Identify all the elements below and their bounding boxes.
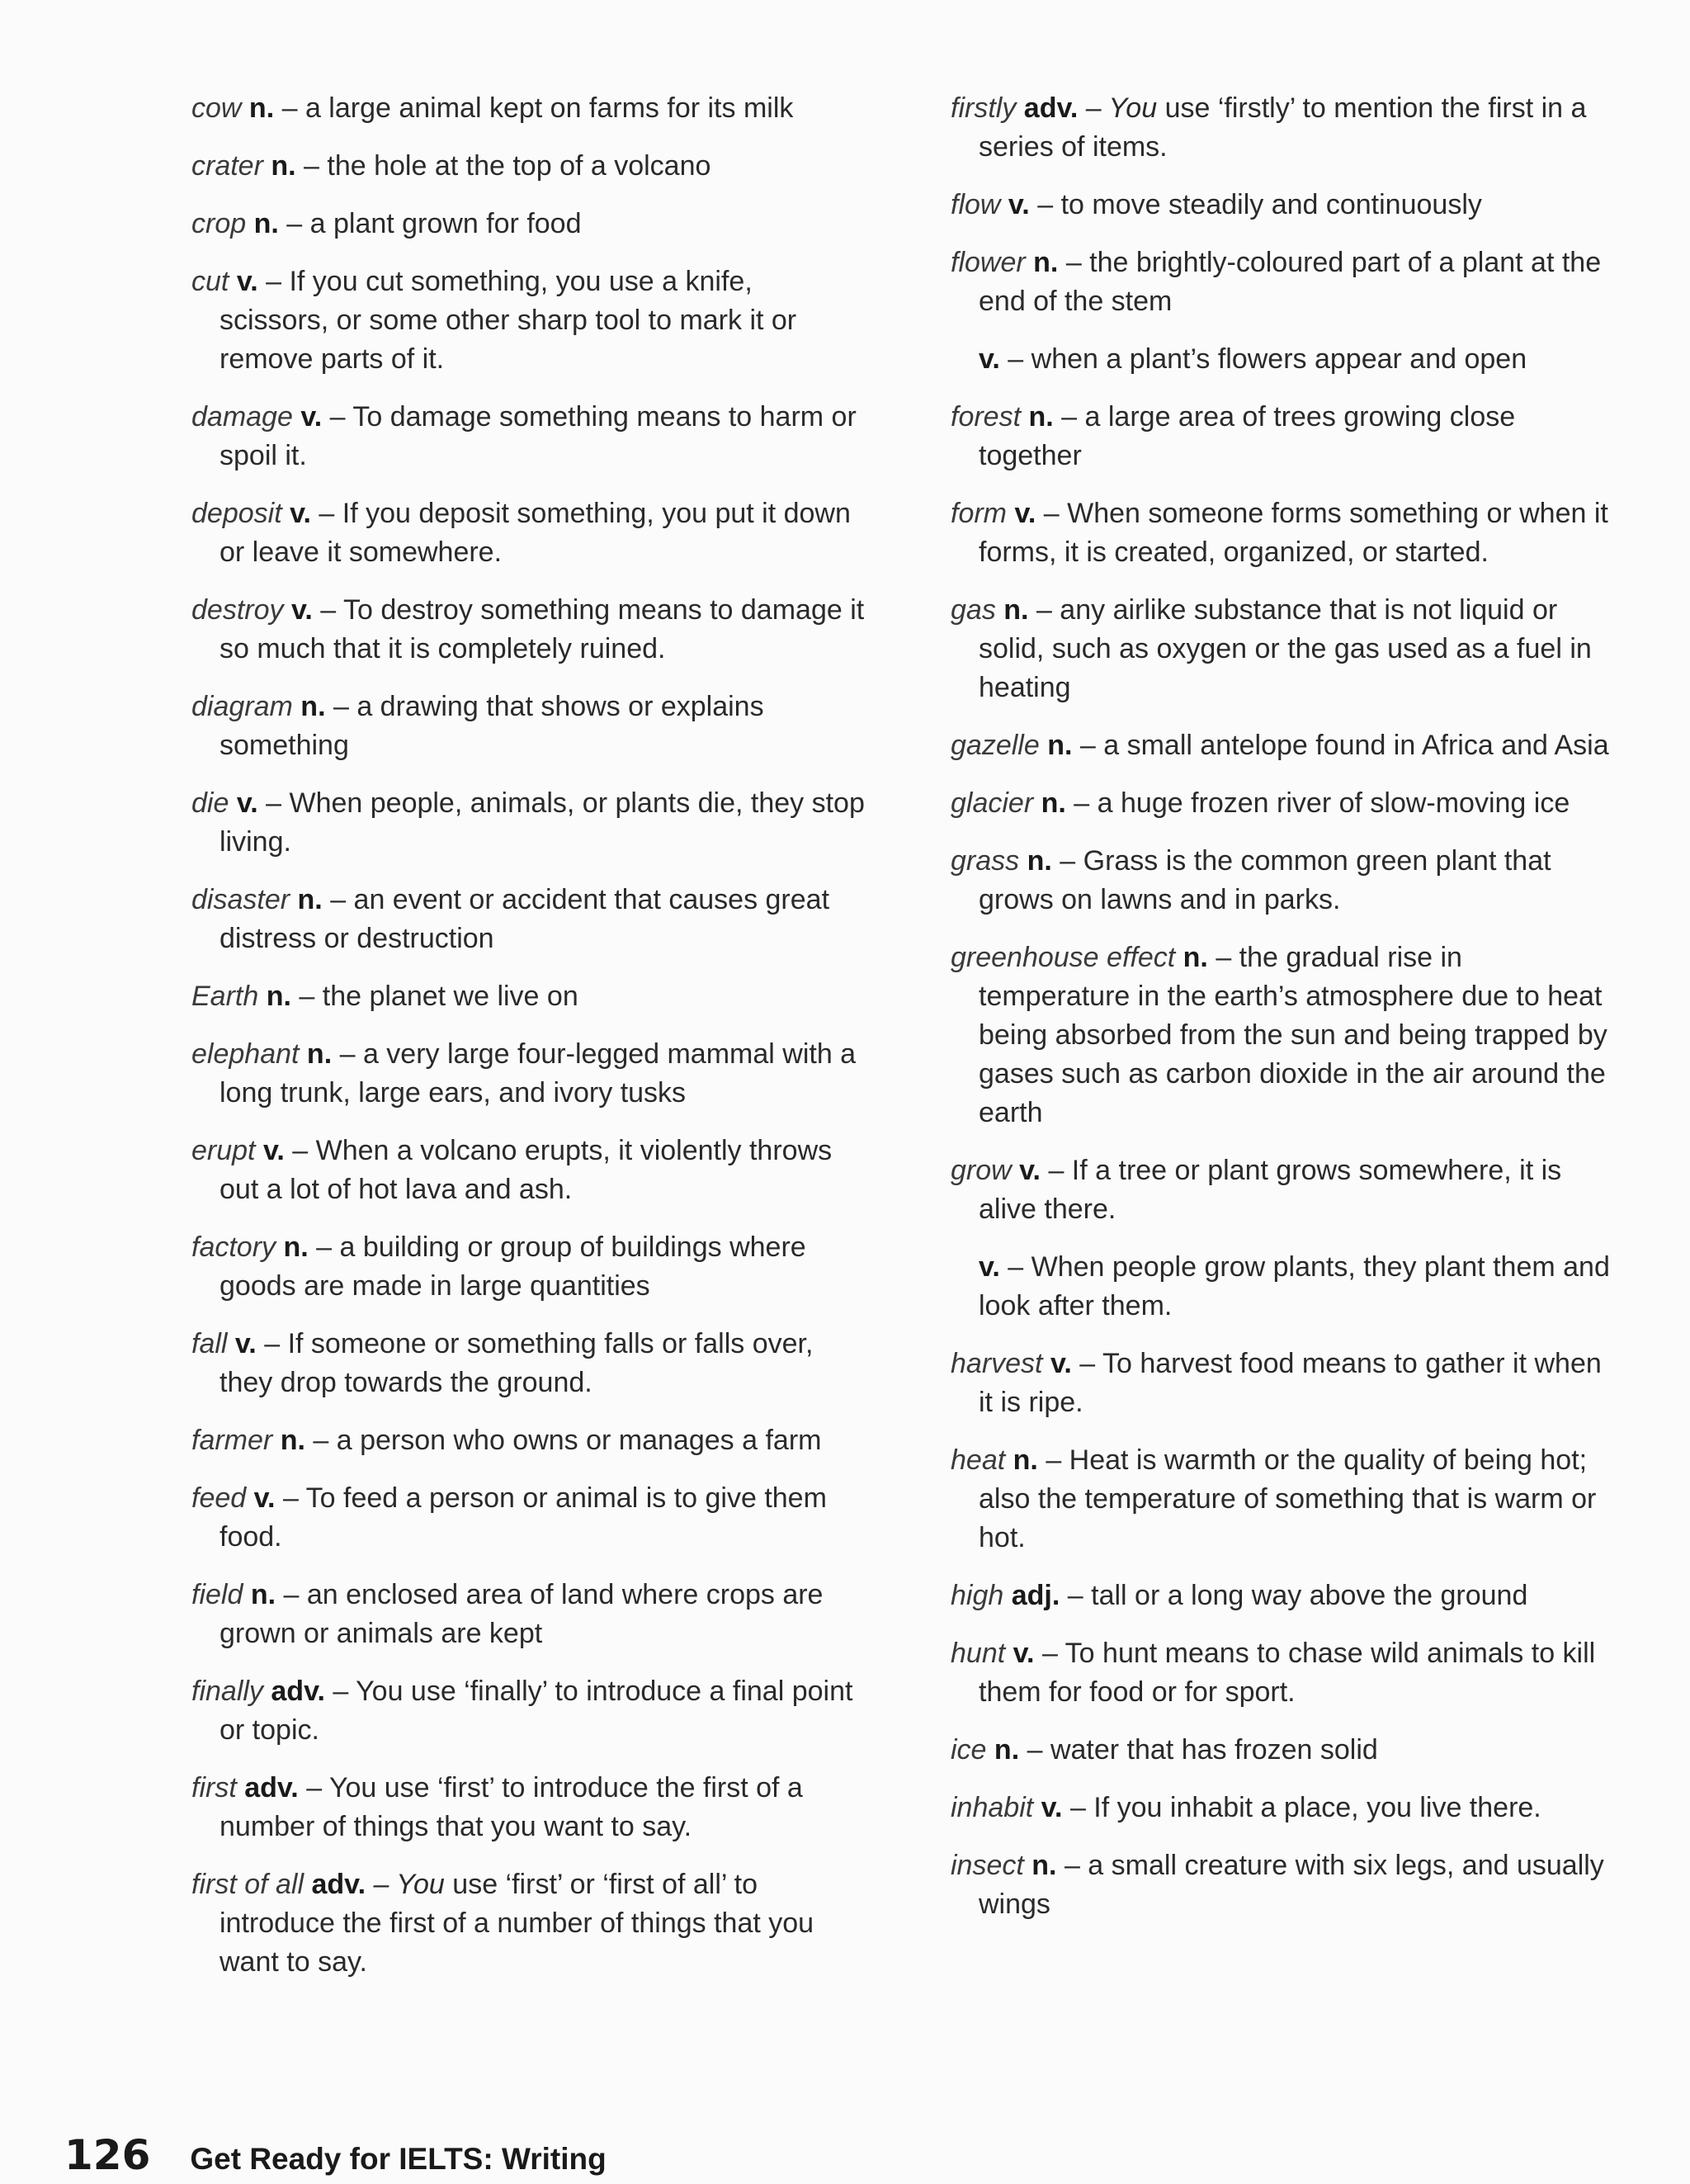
glossary-entry	[191, 977, 868, 1016]
entry-definition: – the hole at the top of a volcano	[304, 150, 711, 182]
glossary-entry	[191, 1132, 868, 1209]
entry-headword: harvest	[951, 1348, 1043, 1379]
entry-part-of-speech: v.	[253, 1482, 276, 1514]
glossary-entry	[951, 1789, 1611, 1827]
entry-headword: cow	[191, 92, 242, 124]
entry-definition: – the planet we live on	[299, 981, 578, 1012]
entry-definition: – When people, animals, or plants die, they stop living.	[220, 787, 865, 858]
entry-part-of-speech: v.	[262, 1135, 285, 1166]
entry-headword: farmer	[191, 1425, 273, 1456]
entry-part-of-speech: adv.	[244, 1772, 299, 1803]
entry-headword: firstly	[951, 92, 1017, 124]
entry-part-of-speech: n.	[1183, 942, 1208, 973]
entry-headword: hunt	[951, 1638, 1006, 1669]
entry-definition: – To damage something means to harm or spoil it.	[220, 401, 857, 471]
entry-definition: – a small creature with six legs, and usually wings	[979, 1850, 1604, 1920]
glossary-entry	[951, 842, 1611, 919]
entry-part-of-speech: n.	[1047, 730, 1073, 761]
entry-part-of-speech: n.	[248, 92, 275, 124]
entry-part-of-speech: adj.	[1011, 1580, 1060, 1611]
entry-part-of-speech: v.	[1019, 1155, 1041, 1186]
entry-headword: destroy	[191, 594, 284, 626]
glossary-entry	[191, 688, 868, 765]
glossary-entry	[951, 1248, 1611, 1326]
entry-part-of-speech: v.	[979, 1251, 1000, 1283]
entry-part-of-speech: n.	[306, 1038, 333, 1070]
entry-headword: gas	[951, 594, 996, 626]
entry-definition: – To destroy something means to damage it so much that it is completely ruined.	[220, 594, 865, 664]
entry-part-of-speech: n.	[280, 1425, 305, 1456]
entry-headword: diagram	[191, 691, 293, 722]
entry-definition: – You use ‘first’ to introduce the first of a number of things that you want to say.	[220, 1772, 803, 1842]
entry-part-of-speech: v.	[979, 343, 1000, 375]
entry-definition-lead: – You	[373, 1869, 445, 1900]
entry-definition: – any airlike substance that is not liquid or solid, such as oxygen or the gas used as a fuel in heating	[979, 594, 1592, 703]
entry-definition: – a person who owns or manages a farm	[313, 1425, 822, 1456]
glossary-entry	[191, 1228, 868, 1306]
entry-definition: – a small antelope found in Africa and Asia	[1079, 730, 1609, 761]
entry-definition: – the brightly-coloured part of a plant at the end of the stem	[979, 247, 1602, 317]
entry-definition: – when a plant’s flowers appear and open	[1008, 343, 1527, 375]
glossary-entry	[191, 147, 868, 186]
glossary-entry	[191, 881, 868, 958]
book-title: Get Ready for IELTS: Writing	[190, 2142, 607, 2176]
glossary-entry	[951, 726, 1611, 765]
entry-definition: – To hunt means to chase wild animals to kill them for food or for sport.	[979, 1638, 1596, 1708]
entry-part-of-speech: n.	[250, 1579, 276, 1610]
entry-definition: – When someone forms something or when it forms, it is created, organized, or started.	[979, 498, 1608, 568]
entry-headword: first	[191, 1772, 237, 1803]
entry-part-of-speech: adv.	[1023, 92, 1079, 124]
entry-definition: – If you deposit something, you put it down or leave it somewhere.	[220, 498, 851, 568]
entry-headword: inhabit	[951, 1792, 1034, 1823]
glossary-entry	[191, 89, 868, 128]
entry-part-of-speech: v.	[234, 1328, 257, 1359]
glossary-entry	[951, 1846, 1611, 1924]
entry-headword: cut	[191, 266, 229, 297]
glossary-entry	[951, 938, 1611, 1132]
glossary-entry	[191, 1035, 868, 1113]
entry-definition: – a very large four-legged mammal with a long trunk, large ears, and ivory tusks	[220, 1038, 857, 1109]
entry-part-of-speech: v.	[1014, 498, 1036, 529]
glossary-entry	[951, 1345, 1611, 1422]
entry-definition: – If someone or something falls or falls over, they drop towards the ground.	[220, 1328, 814, 1398]
entry-headword: die	[191, 787, 229, 819]
entry-headword: deposit	[191, 498, 282, 529]
entry-part-of-speech: n.	[283, 1231, 309, 1263]
entry-part-of-speech: n.	[1041, 787, 1066, 819]
entry-definition: – You use ‘finally’ to introduce a final point or topic.	[220, 1676, 853, 1746]
entry-headword: form	[951, 498, 1007, 529]
entry-definition: – a large animal kept on farms for its milk	[281, 92, 794, 124]
entry-headword: crater	[191, 150, 263, 182]
entry-headword: elephant	[191, 1038, 300, 1070]
entry-definition: – a building or group of buildings where goods are made in large quantities	[220, 1231, 806, 1302]
entry-part-of-speech: n.	[1027, 845, 1052, 877]
entry-definition: – a large area of trees growing close together	[979, 401, 1516, 471]
glossary-entry	[951, 1634, 1611, 1712]
entry-headword: field	[191, 1579, 243, 1610]
glossary-entry	[951, 591, 1611, 707]
entry-part-of-speech: n.	[266, 981, 291, 1012]
entry-headword: flower	[951, 247, 1026, 278]
entry-headword: fall	[191, 1328, 228, 1359]
entry-part-of-speech: v.	[1013, 1638, 1035, 1669]
glossary-entry	[191, 205, 868, 243]
entry-headword: forest	[951, 401, 1022, 433]
entry-part-of-speech: n.	[1013, 1444, 1038, 1476]
entry-headword: damage	[191, 401, 293, 433]
entry-definition: – When people grow plants, they plant them and look after them.	[979, 1251, 1610, 1321]
entry-headword: erupt	[191, 1135, 256, 1166]
entry-definition: – Heat is warmth or the quality of being hot; also the temperature of something that is warm or hot.	[979, 1444, 1597, 1553]
entry-definition: use ‘firstly’ to mention the first in a series of items.	[979, 92, 1587, 163]
entry-headword: Earth	[191, 981, 259, 1012]
entry-definition: – an event or accident that causes great distress or destruction	[220, 884, 830, 954]
entry-headword: ice	[951, 1734, 987, 1766]
entry-part-of-speech: v.	[1050, 1348, 1072, 1379]
glossary-entry	[191, 1769, 868, 1846]
entry-headword: disaster	[191, 884, 290, 915]
entry-part-of-speech: n.	[1033, 247, 1059, 278]
entry-definition: – When a volcano erupts, it violently throws out a lot of hot lava and ash.	[220, 1135, 833, 1205]
glossary-entry	[951, 1151, 1611, 1229]
entry-definition: – water that has frozen solid	[1027, 1734, 1378, 1766]
entry-definition: – a huge frozen river of slow-moving ice	[1074, 787, 1570, 819]
entry-definition: – If you cut something, you use a knife, scissors, or some other sharp tool to mark it or remove parts of it.	[220, 266, 797, 375]
glossary-entry	[951, 494, 1611, 572]
entry-headword: first of all	[191, 1869, 304, 1900]
glossary-entry	[191, 1865, 868, 1982]
entry-part-of-speech: n.	[1031, 1850, 1057, 1881]
entry-definition: – If a tree or plant grows somewhere, it is alive there.	[979, 1155, 1562, 1225]
glossary-entry	[191, 494, 868, 572]
glossary-entry	[951, 398, 1611, 475]
entry-headword: grow	[951, 1155, 1012, 1186]
entry-headword: finally	[191, 1676, 263, 1707]
glossary-entry	[191, 1576, 868, 1653]
glossary-entry	[951, 1577, 1611, 1615]
glossary-column-right	[951, 89, 1611, 1943]
entry-definition: – To harvest food means to gather it when it is ripe.	[979, 1348, 1602, 1418]
entry-part-of-speech: v.	[1041, 1792, 1063, 1823]
entry-headword: insect	[951, 1850, 1024, 1881]
glossary-entry	[951, 186, 1611, 225]
entry-headword: heat	[951, 1444, 1006, 1476]
entry-part-of-speech: n.	[253, 208, 279, 239]
page-number: 126	[64, 2131, 151, 2179]
entry-headword: gazelle	[951, 730, 1040, 761]
entry-definition: – the gradual rise in temperature in the earth’s atmosphere due to heat being absorbed from the sun and being trapped by gases such as carbon dioxide in the air around the earth	[979, 942, 1607, 1128]
entry-part-of-speech: n.	[300, 691, 326, 722]
entry-definition: use ‘first’ or ‘first of all’ to introduce the first of a number of things that you want to say.	[220, 1869, 814, 1978]
glossary-entry	[951, 1441, 1611, 1558]
entry-part-of-speech: v.	[236, 266, 258, 297]
glossary-entry	[191, 398, 868, 475]
entry-part-of-speech: n.	[271, 150, 296, 182]
glossary-entry	[951, 340, 1611, 379]
glossary-entry	[951, 89, 1611, 167]
entry-part-of-speech: adv.	[271, 1676, 325, 1707]
entry-part-of-speech: v.	[290, 594, 313, 626]
entry-definition: – an enclosed area of land where crops are grown or animals are kept	[220, 1579, 824, 1649]
glossary-entry	[191, 784, 868, 862]
entry-definition: – a drawing that shows or explains something	[220, 691, 764, 761]
entry-part-of-speech: n.	[994, 1734, 1020, 1766]
entry-part-of-speech: adv.	[311, 1869, 366, 1900]
entry-headword: greenhouse effect	[951, 942, 1176, 973]
entry-headword: grass	[951, 845, 1020, 877]
entry-part-of-speech: v.	[290, 498, 311, 529]
entry-headword: high	[951, 1580, 1004, 1611]
entry-definition: – If you inhabit a place, you live there.	[1069, 1792, 1541, 1823]
glossary-entry	[191, 591, 868, 669]
glossary-entry	[951, 784, 1611, 823]
entry-part-of-speech: n.	[1028, 401, 1054, 433]
page-footer	[64, 2131, 607, 2181]
entry-definition: – To feed a person or animal is to give them food.	[220, 1482, 827, 1553]
glossary-column-left	[191, 89, 868, 2001]
glossary-entry	[191, 262, 868, 379]
entry-headword: glacier	[951, 787, 1034, 819]
entry-definition: – Grass is the common green plant that grows on lawns and in parks.	[979, 845, 1551, 915]
glossary-entry	[951, 243, 1611, 321]
entry-part-of-speech: v.	[300, 401, 323, 433]
glossary-entry	[191, 1479, 868, 1557]
glossary-entry	[951, 1731, 1611, 1770]
entry-definition: – a plant grown for food	[286, 208, 582, 239]
entry-definition-lead: – You	[1085, 92, 1158, 124]
entry-definition: – to move steadily and continuously	[1037, 189, 1482, 220]
entry-part-of-speech: n.	[1003, 594, 1029, 626]
entry-part-of-speech: v.	[236, 787, 258, 819]
entry-part-of-speech: n.	[297, 884, 323, 915]
glossary-entry	[191, 1325, 868, 1402]
entry-headword: flow	[951, 189, 1001, 220]
entry-part-of-speech: v.	[1008, 189, 1030, 220]
glossary-entry	[191, 1672, 868, 1750]
glossary-entry	[191, 1421, 868, 1460]
entry-definition: – tall or a long way above the ground	[1067, 1580, 1528, 1611]
entry-headword: crop	[191, 208, 247, 239]
entry-headword: feed	[191, 1482, 247, 1514]
entry-headword: factory	[191, 1231, 276, 1263]
